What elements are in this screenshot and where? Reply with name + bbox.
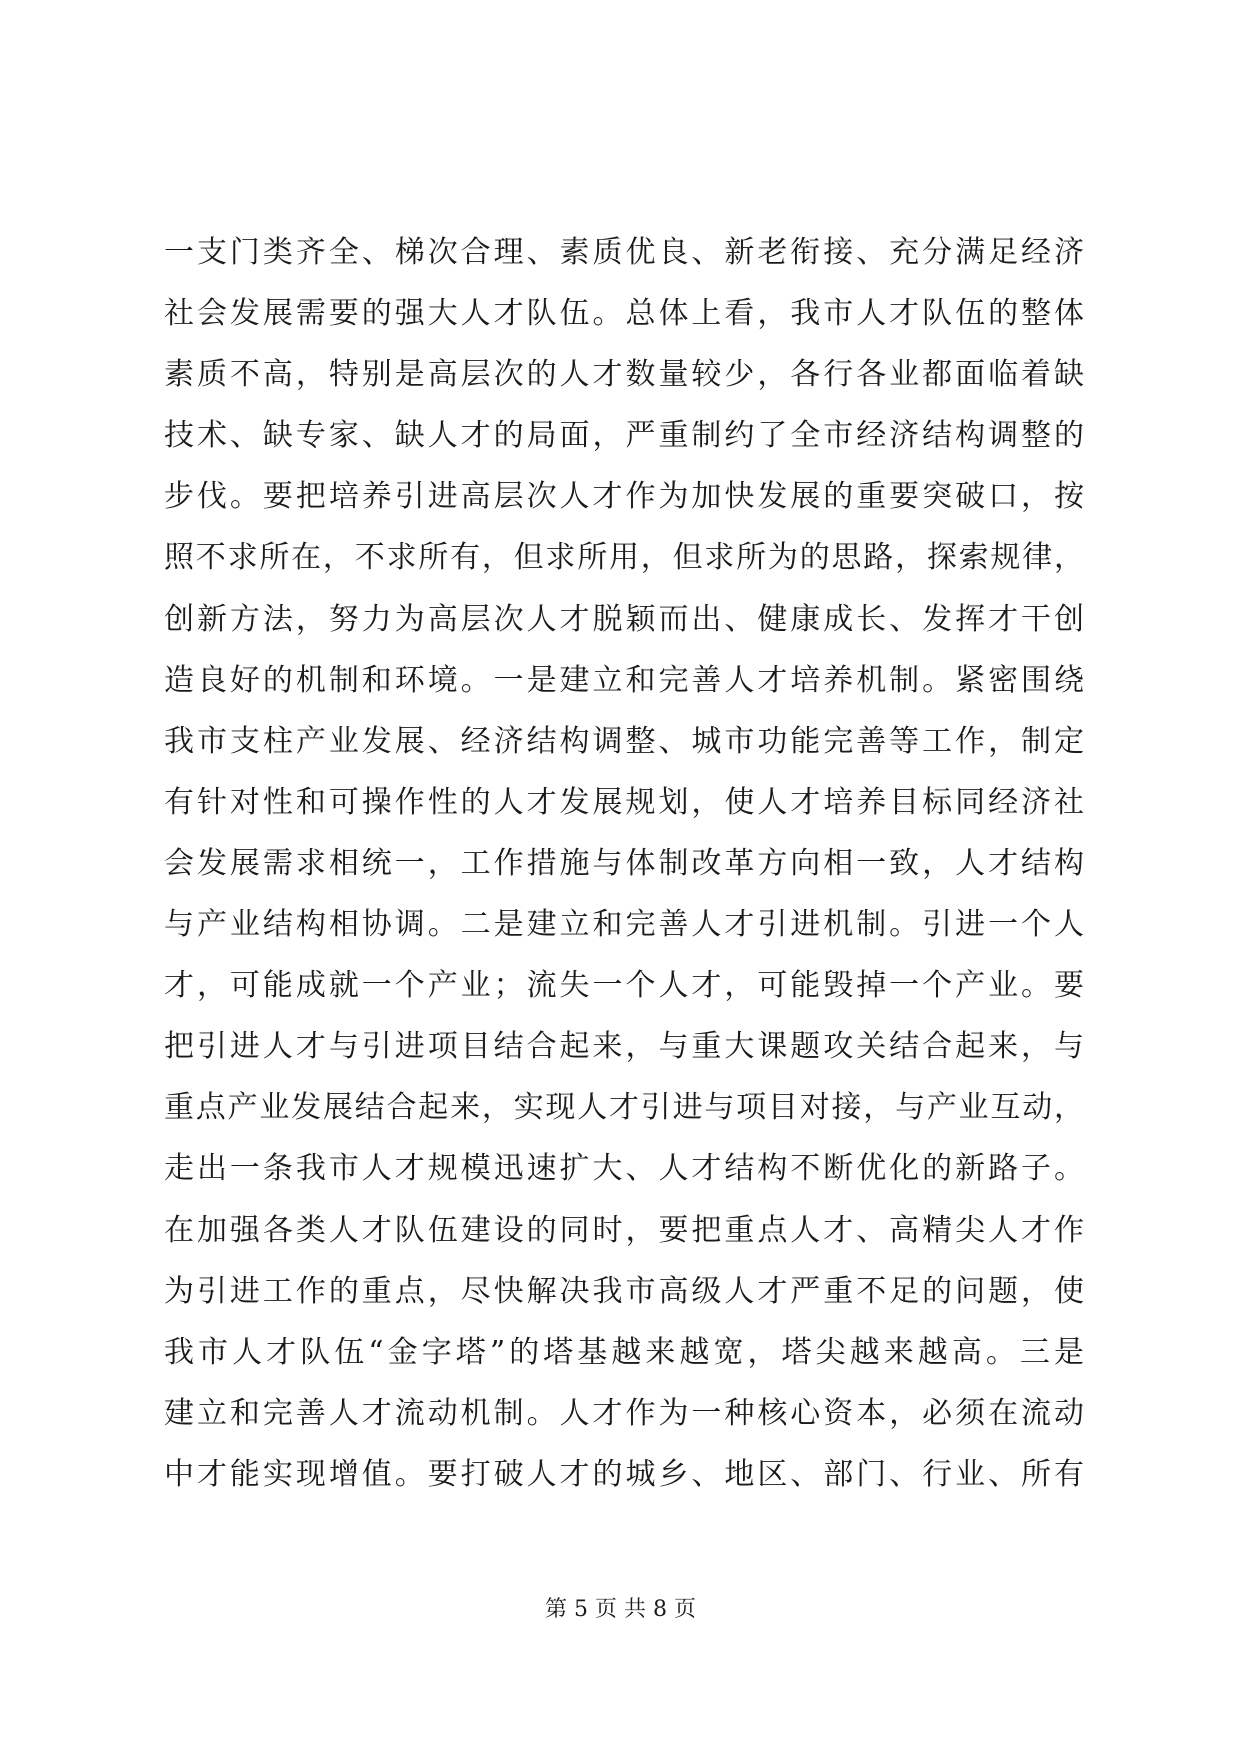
text-line: 创新方法，努力为高层次人才脱颖而出、健康成长、发挥才干创 (164, 601, 1084, 637)
text-line: 我市人才队伍“金字塔”的塔基越来越宽，塔尖越来越高。三是 (164, 1334, 1084, 1370)
text-line: 照不求所在，不求所有，但求所用，但求所为的思路，探索规律， (164, 540, 1084, 576)
text-line: 走出一条我市人才规模迅速扩大、人才结构不断优化的新路子。 (164, 1151, 1084, 1187)
text-line: 重点产业发展结合起来，实现人才引进与项目对接，与产业互动， (164, 1090, 1084, 1126)
text-line: 会发展需求相统一，工作措施与体制改革方向相一致，人才结构 (164, 845, 1084, 881)
page-number-footer: 第 5 页 共 8 页 (545, 1597, 696, 1622)
text-line: 素质不高，特别是高层次的人才数量较少，各行各业都面临着缺 (164, 357, 1084, 393)
text-line: 中才能实现增值。要打破人才的城乡、地区、部门、行业、所有 (164, 1456, 1084, 1492)
text-line: 有针对性和可操作性的人才发展规划，使人才培养目标同经济社 (164, 784, 1084, 820)
text-line: 才，可能成就一个产业；流失一个人才，可能毁掉一个产业。要 (164, 968, 1084, 1004)
text-line: 社会发展需要的强大人才队伍。总体上看，我市人才队伍的整体 (164, 296, 1084, 332)
text-line: 把引进人才与引进项目结合起来，与重大课题攻关结合起来，与 (164, 1029, 1084, 1065)
text-line: 在加强各类人才队伍建设的同时，要把重点人才、高精尖人才作 (164, 1212, 1084, 1248)
text-line: 一支门类齐全、梯次合理、素质优良、新老衔接、充分满足经济 (164, 235, 1084, 270)
text-line: 与产业结构相协调。二是建立和完善人才引进机制。引进一个人 (164, 907, 1084, 943)
text-line: 为引进工作的重点，尽快解决我市高级人才严重不足的问题，使 (164, 1273, 1084, 1309)
text-line: 我市支柱产业发展、经济结构调整、城市功能完善等工作，制定 (164, 723, 1084, 759)
text-line: 建立和完善人才流动机制。人才作为一种核心资本，必须在流动 (164, 1395, 1084, 1431)
text-line: 技术、缺专家、缺人才的局面，严重制约了全市经济结构调整的 (164, 418, 1084, 454)
body-text (164, 222, 1084, 1505)
text-line: 步伐。要把培养引进高层次人才作为加快发展的重要突破口，按 (164, 479, 1084, 515)
text-line: 造良好的机制和环境。一是建立和完善人才培养机制。紧密围绕 (164, 662, 1084, 698)
